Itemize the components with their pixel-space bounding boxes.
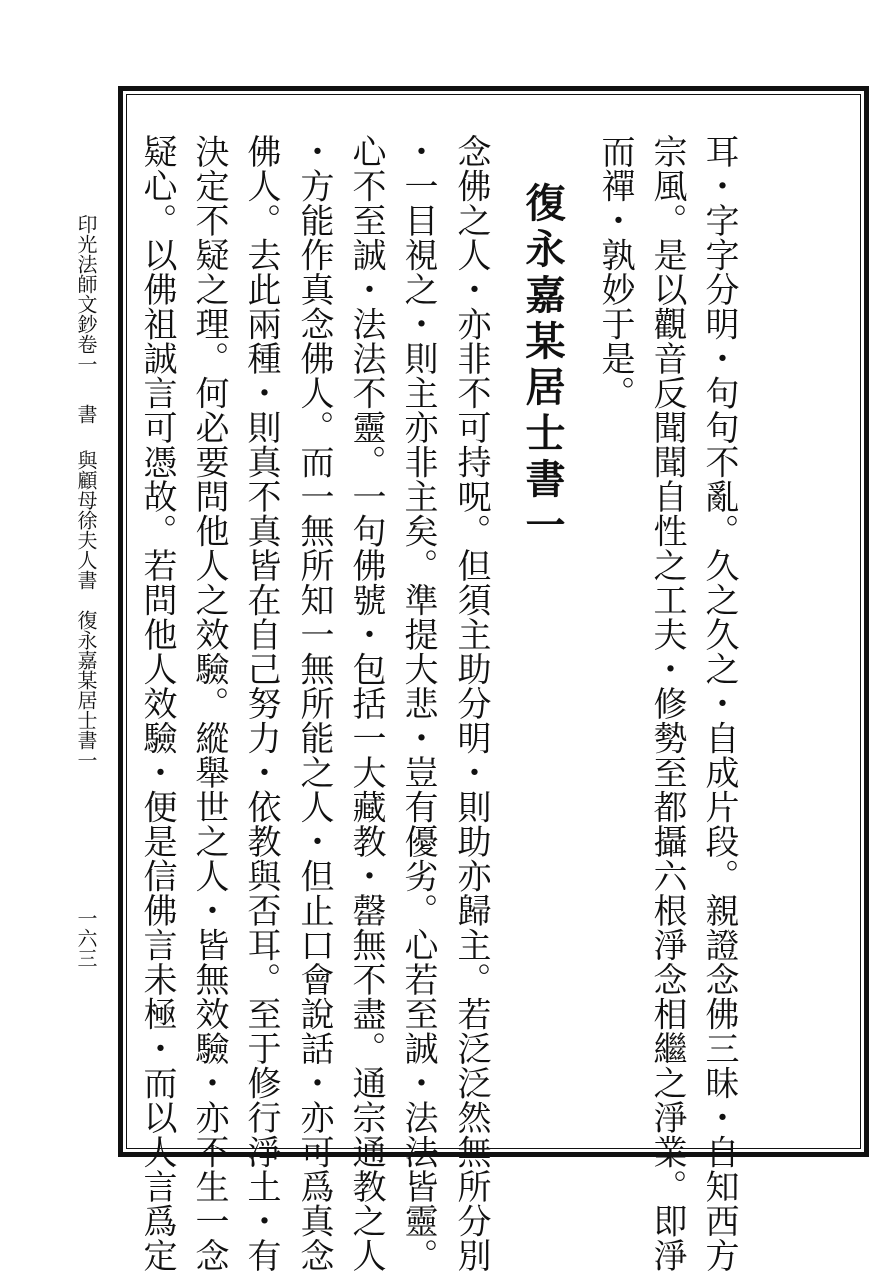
- letter-line-2: ・一目視之・則主亦非主矣。準提大悲・豈有優劣。心若至誠・法法皆靈。: [398, 134, 438, 1273]
- letter-line-5: 佛人。去此兩種・則真不真皆在自己努力・依教與否耳。至于修行淨土・有: [241, 134, 281, 1273]
- letter-line-7: 疑心。以佛祖誠言可憑故。若問他人效驗・便是信佛言未極・而以人言爲定: [137, 134, 177, 1273]
- letter-title: 復永嘉某居士書一: [519, 182, 566, 550]
- margin-book-title: 印光法師文鈔卷一: [74, 214, 98, 374]
- letter-line-4: ・方能作真念佛人。而一無所知一無所能之人・但止口會說話・亦可爲真念: [294, 134, 334, 1273]
- letter-line-1: 念佛之人・亦非不可持呪。但須主助分明・則助亦歸主。若泛泛然無所分別: [451, 134, 491, 1273]
- letter-line-6: 決定不疑之理。何必要問他人之效驗。縱舉世之人・皆無效驗・亦不生一念: [189, 134, 229, 1273]
- page-inner-border: [126, 94, 861, 1149]
- previous-letter-line-3: 而禪・孰妙于是。: [595, 134, 635, 410]
- margin-section: 書: [74, 404, 98, 424]
- margin-page-number: 一六三: [74, 908, 98, 968]
- margin-letter-titles: 與顧母徐夫人書 復永嘉某居士書一: [74, 450, 98, 770]
- letter-line-3: 心不至誠・法法不靈。一句佛號・包括一大藏教・罄無不盡。通宗通教之人: [346, 134, 386, 1273]
- previous-letter-line-2: 宗風。是以觀音反聞聞自性之工夫・修勢至都攝六根淨念相繼之淨業。即淨: [647, 134, 687, 1273]
- previous-letter-line-1: 耳・字字分明・句句不亂。久之久之・自成片段。親證念佛三昧・自知西方: [699, 134, 739, 1273]
